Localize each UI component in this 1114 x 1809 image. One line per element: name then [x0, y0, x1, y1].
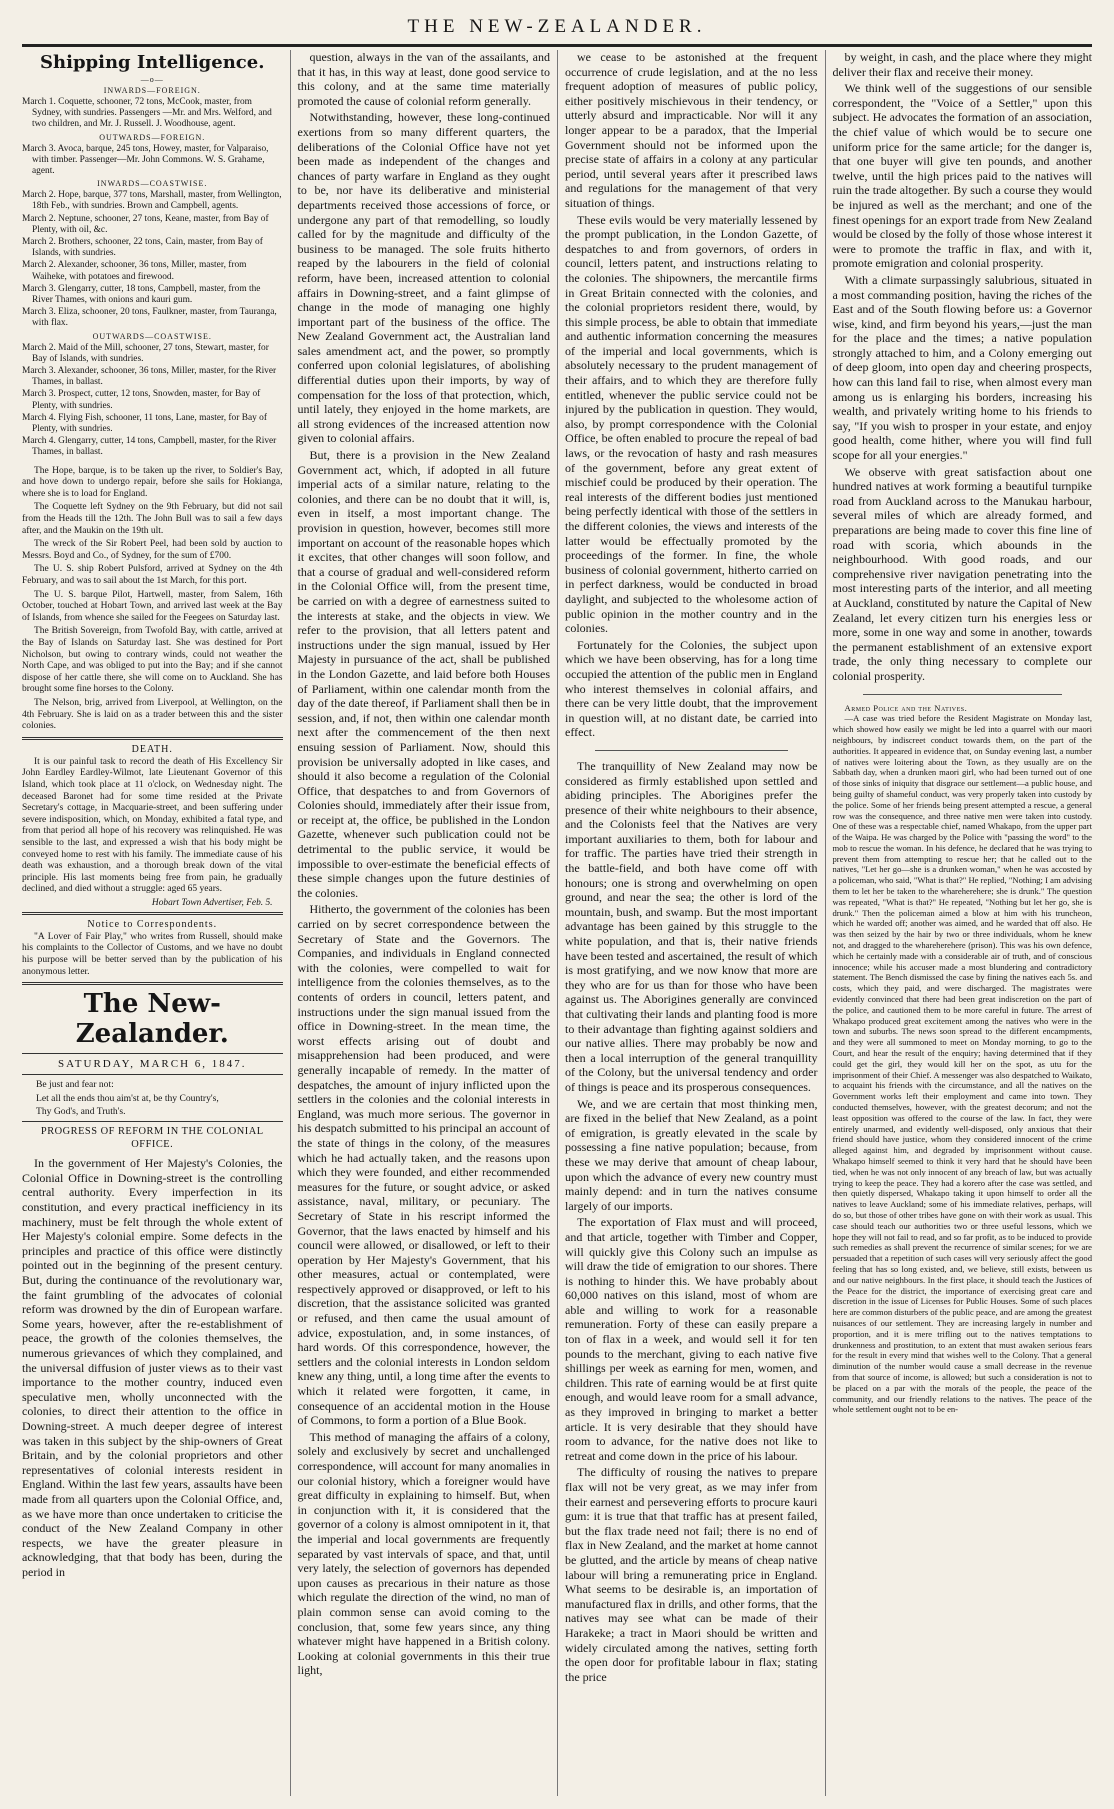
motto: [22, 1079, 283, 1117]
notice-text: "A Lover of Fair Play," who writes from Russell, should make his complaints to the Collector of Customs, and we have no doubt his purpose will be better served than by the publication of his anonymous letter.: [22, 931, 283, 977]
article-paragraph: The tranquillity of New Zealand may now be considered as firmly established upon settled and abiding principles. The Aborigines prefer the presence of their white neighbours to their absence, and the Colonists feel that the Natives are very important auxiliaries to them, both for labour and for traffic. The parties have tried their strength in the battle-field, and both have come off with honours; one is strong and overwhelming on open ground, and near the sea; the other is lord of the mountain, bush, and swamp. But the most important advantage has been gained by this struggle to the white population, and that is, their native friends have been tested and ascertained, the result of which is most gratifying, and we now know that more are they who are for us than for those who have been against us. The Aborigines generally are convinced that cultivating their lands and planting food is more to their advantage than fighting against soldiers and our native allies. There may probably be now and then a local interruption of the general tranquillity of the Colony, but the universal tendency and order of things is peace and its prosperous consequences.: [565, 758, 818, 1094]
article-paragraph: Fortunately for the Colonies, the subject upon which we have been observing, has for a long time occupied the attention of the public men in England who interest themselves in colonial affairs, and there can be very little doubt, that the improvement in question will, at no distant date, be carried into effect.: [565, 637, 818, 740]
shipping-entry: March 1. Coquette, schooner, 72 tons, McCook, master, from Sydney, with sundries. Passengers —Mr. and Mrs. Welford, and two children, and Mr. J. Russell. J. Woodhouse, agent.: [22, 97, 272, 130]
notice-heading: Notice to Correspondents.: [87, 918, 218, 930]
shipping-note: The Coquette left Sydney on the 9th February, but did not sail from the Heads till the 12th. The John Bull was to sail a few days after, and the Maukin on the 19th ult.: [22, 502, 283, 536]
column-2: [290, 50, 558, 1796]
article-paragraph: In the government of Her Majesty's Colonies, the Colonial Office in Downing-street is the controlling central authority. Every imperfection in its constitution, and every practical inefficiency in its machinery, must be felt through the whole extent of Her Majesty's colonial empire. Some defects in the principles and practice of this office were distinctly pointed out in the beginning of the present century. But, during the continuance of the revolutionary war, the faint grumbling of the advocates of colonial reform was drowned by the din of European warfare. Some years, however, after the re-establishment of peace, the growth of the colonies themselves, the numerous grievances of which they complained, and the universal diffusion of juster views as to their vast importance to the mother country, induced even speculative men, wholly unconnected with the colonies, to direct their attention to the office in Downing-street. A much deeper degree of interest was taken in this subject by the ship-owners of Great Britain, and by the colonial proprietors and other representatives of colonial interests resident in England. Within the last few years, assaults have been made from all quarters upon the Colonial Office, and, as we have more than once undertaken to criticise the conduct of the New Zealand Company in other respects, we have the greater pleasure in acknowledging, that that body has been, during the period in: [22, 1156, 283, 1579]
inwards-foreign-list: [22, 97, 283, 131]
article-paragraph: The difficulty of rousing the natives to prepare flax will not be very great, as we may infer from their earnest and persevering efforts to procure kauri gum: it is true that that traffic has at present failed, but the flax trade need not fail; there is no end of flax in New Zealand, and the market at home cannot be glutted, and the article by means of cheap native labour will bring a remunerating price in England. What seems to be desirable is, an importation of manufactured flax in drills, and other forms, that the natives may see what can be made of their Harakeke; a tract in Maori should be written and widely circulated among the natives, setting forth the open door for profitable labour in flax; stating the price: [565, 1465, 818, 1684]
motto-line: Let all the ends thou aim'st at, be thy Country's,: [36, 1092, 219, 1104]
shipping-entry: March 3. Eliza, schooner, 20 tons, Faulkner, master, from Tauranga, with flax.: [22, 307, 277, 329]
outwards-coastwise-list: [22, 343, 283, 459]
outwards-foreign-list: [22, 144, 283, 178]
article-paragraph: Notwithstanding, however, these long-continued exertions from so many different quarters, the deliberations of the Colonial Office have not yet been made as independent of the changes and chances of party warfare in England as they ought to be, nor have its deliberative and ministerial departments received those accessions of force, or undergone any part of that remodelling, so loudly called for by the magnitude and difficulty of the business to be managed. The sole fruits hitherto reaped by the labourers in the field of colonial reform, have been, increased attention to colonial affairs in Downing-street, and a faint glimpse of change in the mode of managing one highly important part of the business of the office. The New Zealand Government act, the Australian land sales amendment act, and the power, so promptly conferred upon colonial legislatures, of abolishing differential duties upon their imports, by way of compensation for the loss of that protection, which, until lately, they enjoyed in the home markets, are all strong evidences of the increased attention now given to colonial affairs.: [297, 110, 550, 446]
article-paragraph: we cease to be astonished at the frequent occurrence of crude legislation, and at the no less frequent adoption of measures of public policy, either positively mischievous in their tendency, or utterly absurd and impracticable. Nor will it any longer appear to be a paradox, that the Imperial Government should not be informed upon the precise state of affairs in a colony at any particular period, until several years after it prescribed laws and regulations for the management of that very situation of things.: [565, 50, 818, 210]
shipping-entry: March 3. Glengarry, cutter, 18 tons, Campbell, master, from the River Thames, with onions and kauri gum.: [22, 283, 261, 306]
shipping-note: The Hope, barque, is to be taken up the river, to Soldier's Bay, and hove down to undergo repair, before she sails for Hokianga, where she is to load for England.: [22, 465, 283, 499]
shipping-notes: [22, 466, 283, 733]
death-text: It is our painful task to record the death of His Excellency Sir John Eardley Eardley-Wilmot, late Lieutenant Governor of this Island, which took place at 11 o'clock, on Wednesday night. The deceased Baronet had for some time resided at the Private Secretary's cottage, in Macquarie-street, and been suffering under severe indisposition, which, on Monday, exhibited a fatal type, and from that period all hope of his recovery was relinquished. He was sensible to the last, and expressed a wish that his body might be conveyed home to rest with his family. The immediate cause of his death was exhaustion, and a thorough break down of the vital principle. His last moments being free from pain, he gradually declined, and died without a struggle: aged 65 years.: [22, 756, 283, 895]
column-4-text: [833, 50, 1093, 684]
shipping-entry: March 2. Neptune, schooner, 27 tons, Keane, master, from Bay of Plenty, with oil, &c.: [22, 213, 269, 235]
shipping-note: The Nelson, brig, arrived from Liverpool, at Wellington, on the 4th February. She is laid on as a trader between this and the sister colonies.: [22, 697, 283, 732]
article-paragraph: We observe with great satisfaction about one hundred natives at work forming a beautiful turnpike road from Auckland across to the Manukau harbour, several miles of which are already formed, and preparations are being made to cover this fine line of road with scoria, which abounds in the neighbourhood. With good roads, and our comprehensive river navigation penetrating into the most interesting parts of the interior, and all meeting at Auckland, constituted by nature the Capital of New Zealand, let every citizen turn his energies less or more, some in one way and some in another, towards the permanent establishment of an extensive export trade, the only thing necessary to complete our colonial prosperity.: [832, 464, 1092, 683]
article-body: [22, 1156, 283, 1579]
shipping-title: Shipping Intelligence.: [40, 52, 265, 73]
inwards-coastwise-heading: INWARDS—COASTWISE.: [97, 179, 208, 189]
article-paragraph: We, and we are certain that most thinking men, are fixed in the belief that New Zealand, as a point of emigration, is greatly elevated in the scale by possessing a fine native population; because, from these we may derive that amount of cheap labour, upon which the advance of every new country must mainly depend: and in turn the natives consume largely of our imports.: [565, 1096, 818, 1213]
article-paragraph: We think well of the suggestions of our sensible correspondent, the "Voice of a Settler," upon this subject. He advocates the formation of an association, the chief value of which would be to secure one uniform price for the same article; for the danger is, that one buyer will give ten pounds, and another twelve, until the high prices paid to the natives will ruin the trade altogether. By such a course they would be injured as well as the merchant; and one of the finest openings for an export trade from New Zealand would be closed by the folly of those whose interest it were to promote the traffic in flax, and with it, promote emigration and colonial prosperity.: [832, 81, 1092, 271]
column-3-text-2: [565, 759, 818, 1684]
column-3: [557, 50, 825, 1796]
newspaper-title: The New-Zealander.: [75, 989, 229, 1050]
inwards-coastwise-list: [22, 190, 283, 329]
police-heading: [833, 703, 1093, 714]
motto-line: Be just and fear not:: [36, 1079, 114, 1091]
police-paragraph: —A case was tried before the Resident Magistrate on Monday last, which showed how easily we might be led into a quarrel with our maori neighbours, by indiscreet conduct towards them, on the part of the authorities. It appeared in evidence that, on Sunday evening last, a number of natives were loitering about the Town, as they usually are on the Sabbath day, when a drunken maori girl, who had been turned out of one of those sinks of iniquity that disgrace our settlement—a public house, and being guilty of shameful conduct, was very properly taken into custody by the police. Some of her friends being present attempted a rescue, a general row was the consequence, and three native men were taken into custody. One of these was a respectable chief, named Whakapo, from the upper part of the Waipa. He was charged by the Police with "passing the word" to the mob to rescue the woman. In his defence, he declared that he was trying to prevent them from attempting to rescue her; that he called out to the natives, "Let her go—she is a drunken woman," when he was accosted by a policeman, who said, "What is that?" He replied, "Nothing; I am advising them to let her be taken to the whareherehere; she is drunk." The question was repeated, "What is that?" He repeated, "Nothing but let her go, she is drunk." Then the policeman aimed a blow at him with his truncheon, which he warded off; another was aimed, and he warded that off also. He was then seized by the hair by two or three individuals, whom he knew not, and dragged to the whareherehere (prison). This was his own defence, which he certainly made with a considerable air of truth, and of conscious innocence; while his accuser made a most blundering and contradictory statement. The Bench dismissed the case by fining the natives each 5s. and costs, which they paid, and were discharged. The magistrates were evidently convinced that there had been great indiscretion on the part of the police, and cautioned them to be more careful in future. The arrest of Whakapo produced great excitement among the natives who were in the town and suburbs. The news soon spread to the different encampments, and they were all summoned to meet on Monday morning, to go to the Court, and hear the result of the enquiry; having determined that if they could get the girl, they would kill her on the spot, as utu for the imprisonment of their Chief. A messenger was also despatched to Waikato, to acquaint his friends with the circumstance, and all the natives on the Government works left their employment and came into town. They conducted themselves, however, with the greatest decorum; and not the least opposition was offered to the course of the law. In fact, they were entirely unarmed, and evidently well-disposed, only anxious that their friend should have justice, whom they considered innocent of the crime alleged against him, and degraded by imprisonment without cause. Whakapo himself seemed to think it very hard that he should have been tied, when he was not only innocent of any breach of law, but was actually trying to keep the peace. They had a korero after the case was settled, and then quietly dispersed, Whakapo taking it upon himself to order all the natives to leave Auckland; some of his immediate relatives, perhaps, will do so, but those of other tribes have gone on with their work as usual. This case should teach our authorities two or three useful lessons, which we hope they will not fail to read, and so far profit, as to be induced to provide such remedies as shall prevent the recurrence of similar scenes; for we are persuaded that a repetition of such cases will very seriously affect the good feeling that has so long existed, and, we believe, still exists, between us and our native neighbours. In the first place, it should teach the Justices of the Peace for the district, the importance of exercising great care and discretion in the issue of Licenses for Public Houses. Some of such places here are common disturbers of the public peace, and are among the greatest nuisances of our settlement. They are increasing largely in number and proportion, and it is mere trifling out to the natives temptations to drunkenness and prostitution, to an extent that must awaken serious fears for the result in every mind that wishes well to the Colony. That a general diminution of the number would cause a small decrease in the revenue from that source of income, is allowed; but such a consideration is not to be placed on a par with the morals of the people, the peace of the community, and our friendly relations to the natives. The peace of the whole settlement ought not to be en-: [832, 713, 1092, 1415]
article-paragraph: These evils would be very materially lessened by the prompt publication, in the London Gazette, of despatches to and from governors, of orders in council, letters patent, and instructions relating to the colonies. The shipowners, the mercantile firms in Great Britain connected with the colonies, and the colonial proprietors resident there, would, by this simple process, be able to obtain that immediate and authentic information concerning the measures of the imperial and local governments, which is absolutely necessary to the prudent management of their affairs, and to which they are therefore fully entitled, whenever the public service could not be injured by the publication in question. They would, also, by prompt correspondence with the Colonial Office, be often enabled to procure the repeal of bad laws, or the revocation of hasty and rash measures of the government, before any great extent of mischief could be produced by their operation. The real interests of the different bodies just mentioned being perfectly identical with those of the settlers in the different colonies, the views and interests of the latter would be effectually promoted by the proceedings of the former. In fine, the whole business of colonial government, hitherto carried on in perfect darkness, would be conducted in broad daylight, and subjected to the wholesome action of public opinion in the mother country and in the colonies.: [565, 212, 818, 636]
article-title: PROGRESS OF REFORM IN THE COLONIAL OFFICE.: [40, 1126, 264, 1150]
shipping-separator: —o—: [140, 75, 164, 84]
column-4: [825, 50, 1093, 1796]
article-separator: [595, 750, 788, 751]
motto-line: Thy God's, and Truth's.: [36, 1106, 126, 1118]
section-rule: [22, 737, 283, 740]
masthead-rule: [22, 44, 1092, 47]
shipping-entry: March 2. Brothers, schooner, 22 tons, Cain, master, from Bay of Islands, with sundries.: [22, 237, 263, 259]
shipping-note: The U. S. ship Robert Pulsford, arrived at Sydney on the 4th February, and was to sail about the 1st March, for this port.: [22, 564, 283, 587]
newspaper-page: [22, 14, 1092, 1796]
column-3-text: [565, 50, 818, 740]
title-rule: [22, 1053, 283, 1054]
shipping-entry: March 3. Prospect, cutter, 12 tons, Snowden, master, for Bay of Plenty, with sundries.: [22, 389, 261, 411]
article-separator: [863, 694, 1063, 695]
shipping-entry: March 4. Flying Fish, schooner, 11 tons, Lane, master, for Bay of Plenty, with sundries.: [22, 412, 267, 435]
columns: [22, 50, 1092, 1796]
shipping-entry: March 4. Glengarry, cutter, 14 tons, Campbell, master, for the River Thames, in ballast.: [22, 436, 277, 458]
section-rule: [22, 912, 283, 915]
death-source: Hobart Town Advertiser, Feb. 5.: [151, 897, 273, 908]
article-paragraph: But, there is a provision in the New Zealand Government act, which, if adopted in all future imperial acts of a similar nature, relating to the colonies, and there can be no doubt that it will, is, even in itself, a most important change. The provision in question, however, becomes still more important on account of the reasonable hopes which it excites, that other changes will soon follow, and that a course of gradual and well-considered reform in the Colonial Office will, from the present time, be carried on with a degree of earnestness suited to the interests at stake, and the objects in view. We refer to the provision, that all letters patent and instructions under the sign manual, issued by Her Majesty in pursuance of the act, shall be published in the London Gazette, and laid before both Houses of Parliament, within one calendar month from the day of the date thereof, if Parliament shall then be in session, and, if not, then within one calendar month next after the commencement of the then next ensuing session of Parliament. Now, should this provision be universally adopted in like cases, and should it also become a regulation of the Colonial Office, that despatches to and from Governors of Colonies should, immediately after their issue from, or receipt at, the office, be published in the London Gazette, whenever such publication could not be detrimental to the public service, it would be impossible to over-estimate the beneficial effects of these simple changes upon the future destinies of the colonies.: [297, 448, 550, 900]
outwards-coastwise-heading: OUTWARDS—COASTWISE.: [92, 331, 212, 341]
column-1: [22, 50, 290, 1796]
masthead: THE NEW-ZEALANDER.: [407, 16, 707, 37]
article-paragraph: Hitherto, the government of the colonies has been carried on by secret correspondence between the Secretary of State and the Governors. The Companies, and individuals in England connected with the colonies, were compelled to wait for intelligence from the colonies themselves, as to the contents of orders in council, letters patent, and instructions under the sign manual issued from the office in Downing-street. In the mean time, the worst effects arising out of doubt and misapprehension had been produced, and were generally incapable of remedy. In the matter of despatches, the amount of injury inflicted upon the settlers in the colonies and the colonial interests in England, was much more serious. The governor in his despatch submitted to his principal an account of the state of things in the colony, of the measures which he had actually taken, and the reasons upon which they were founded, and either recommended measures for the future, or sought advice, or asked assistance, naval, military, or pecuniary. The Secretary of State in his rescript informed the Governor, that the laws enacted by himself and his council were allowed, or disallowed, or left to their operation by Her Majesty's Government, that his other measures, actual or contemplated, were respectively approved or disapproved, or left to his discretion, that the assistance solicited was granted or refused, and then came the usual amount of advice, expostulation, and, in some instances, of hard words. Of this correspondence, however, the settlers and the colonial interests in London seldom knew any thing, until, a long time after the events to which it related were forgotten, it came, in consequence of an accidental motion in the House of Commons, to form a portion of a Blue Book.: [297, 902, 550, 1428]
article-paragraph: This method of managing the affairs of a colony, solely and exclusively by secret and unchallenged correspondence, will account for many anomalies in our colonial history, which a foreigner would have great difficulty in explaining to himself. But, when in conjunction with it, it is considered that the governor of a colony is almost omnipotent in it, that the imperial and local governments are frequently separated by vast intervals of space, and that, until very lately, the selection of governors has depended upon causes as precarious in their nature as those which regulate the direction of the wind, no man of plain common sense can avoid coming to the conclusion, that, some few years since, any thing whatever might have happened in a British colony. Looking at colonial governments in this their true light,: [297, 1429, 550, 1678]
article-paragraph: With a climate surpassingly salubrious, situated in a most commanding position, having the riches of the East and of the South flowing before us: a Governor wise, kind, and firm beyond his years,—just the man for the place and the times; a native population strongly attached to him, and a Colony emerging out of deep gloom, into open day and cheering prospects, how can this land fail to rise, when almost every man among us is enlarging his borders, increasing his wealth, and privately writing home to his friends to say, "If you wish to prosper in your estate, and enjoy good health, come hither, where you will find full scope for all your energies.": [832, 272, 1092, 463]
article-paragraph: The exportation of Flax must and will proceed, and that article, together with Timber and Copper, will quickly give this Colony such an impulse as will draw the tide of emigration to our shores. There is nothing to hinder this. We have probably about 60,000 natives on this island, most of whom are able and willing to work for a reasonable remuneration. Forty of these can easily prepare a ton of flax in a week, and would sell it for ten pounds to the merchant, giving to each native five shillings per week as earning for men, women, and children. This rate of earning would be at first quite enough, and would leave room for a small advance, as they improved in bringing to market a better article. It is very desirable that they should have room to advance, for the native does not like to retreat and come down in the price of his labour.: [565, 1215, 818, 1463]
outwards-foreign-heading: OUTWARDS—FOREIGN.: [99, 132, 206, 142]
shipping-entry: March 2. Hope, barque, 377 tons, Marshall, master, from Wellington, 18th Feb., with sundries. Brown and Campbell, agents.: [22, 190, 282, 212]
death-heading: DEATH.: [131, 743, 173, 755]
police-heading-text: Armed Police and the Natives.: [844, 702, 968, 713]
shipping-note: The British Sovereign, from Twofold Bay, with cattle, arrived at the Bay of Islands on Saturday last. She was destined for Port Nicholson, but owing to contrary winds, could not weather the North Cape, and was obliged to put into the Bay; and if she cannot dispose of her cattle there, she will come on to Auckland. She has brought some fine horses to the Colony.: [22, 626, 283, 695]
shipping-entry: March 2. Alexander, schooner, 36 tons, Miller, master, from Waiheke, with potatoes and firewood.: [22, 260, 247, 282]
article-paragraph: question, always in the van of the assailants, and that it has, in this way at least, done good service to this colony, and at the same time materially promoted the cause of colonial reform generally.: [297, 50, 550, 108]
shipping-entry: March 3. Alexander, schooner, 36 tons, Miller, master, for the River Thames, in ballast.: [22, 366, 277, 388]
column-2-text: [298, 50, 551, 1678]
motto-rule: [22, 1121, 283, 1122]
shipping-note: The U. S. barque Pilot, Hartwell, master, from Salem, 16th October, touched at Hobart Town, and arrived last week at the Bay of Islands, from whence she sailed for the Feegees on Saturday last.: [22, 589, 283, 623]
date-rule: [22, 1074, 283, 1075]
shipping-note: The wreck of the Sir Robert Peel, had been sold by auction to Messrs. Boyd and Co., of Sydney, for the sum of £700.: [22, 539, 283, 561]
article-paragraph: by weight, in cash, and the place where they might deliver their flax and receive their money.: [832, 50, 1092, 79]
shipping-entry: March 2. Maid of the Mill, schooner, 27 tons, Stewart, master, for Bay of Islands, with sundries.: [22, 342, 269, 364]
section-rule: [22, 982, 283, 985]
police-report: [833, 713, 1093, 1415]
inwards-foreign-heading: INWARDS—FOREIGN.: [103, 86, 201, 95]
shipping-entry: March 3. Avoca, barque, 245 tons, Howey, master, for Valparaiso, with timber. Passenger—Mr. John Commons. W. S. Grahame, agent.: [22, 143, 269, 177]
dateline: SATURDAY, MARCH 6, 1847.: [57, 1058, 247, 1071]
